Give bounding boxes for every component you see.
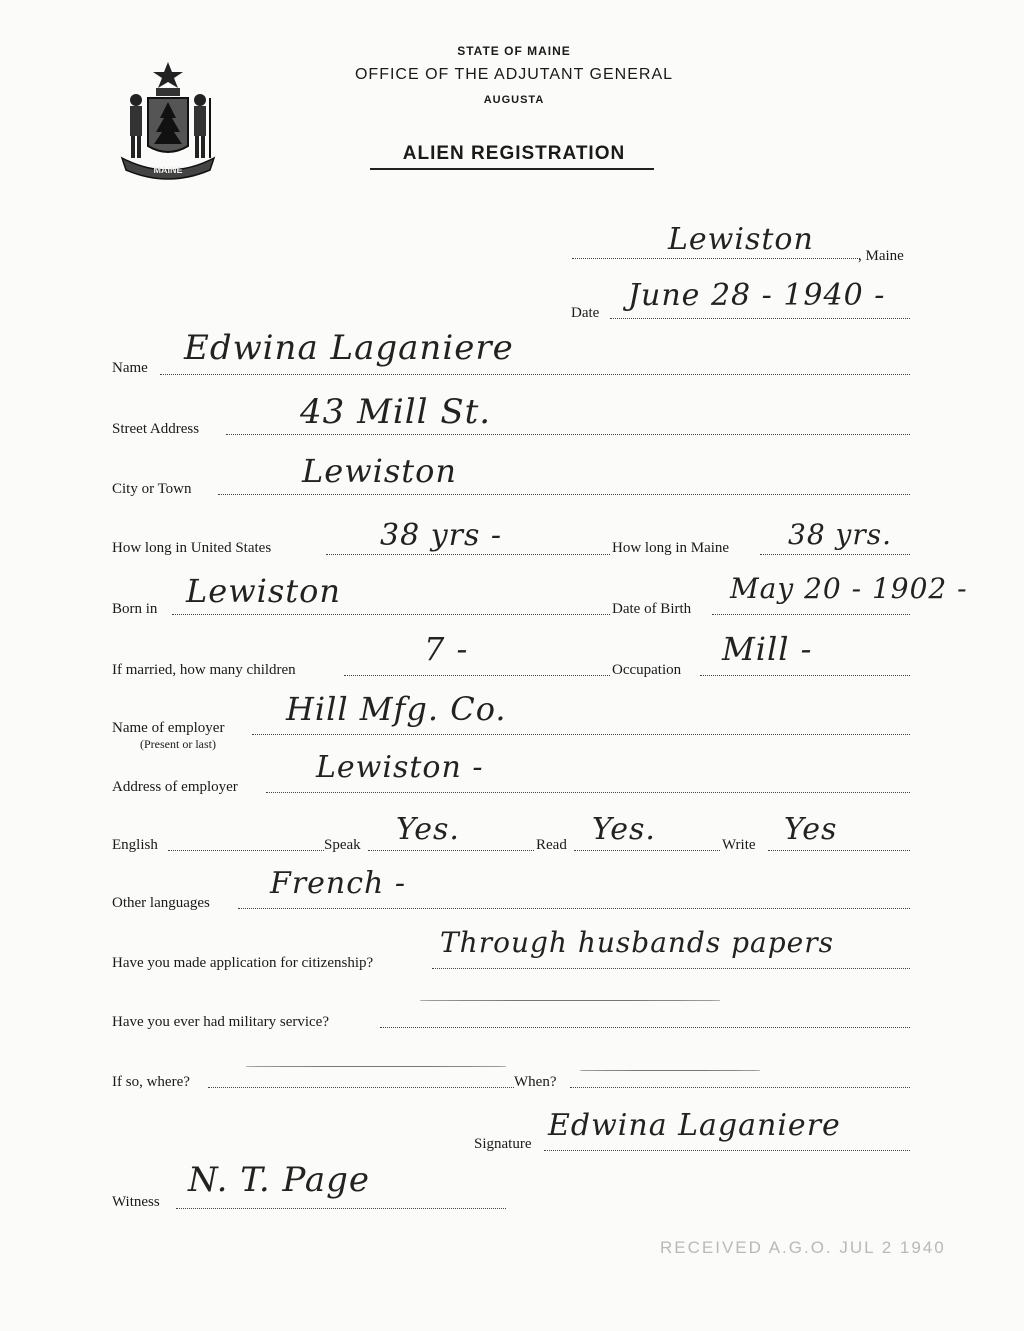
write-line — [768, 850, 910, 851]
long-maine-line — [760, 554, 910, 555]
street-value: 43 Mill St. — [300, 392, 492, 432]
maine-seal-icon — [112, 58, 224, 180]
witness-value: N. T. Page — [188, 1160, 370, 1200]
witness-line — [176, 1208, 506, 1209]
born-label: Born in — [112, 601, 158, 617]
form-title: ALIEN REGISTRATION — [402, 143, 626, 164]
date-line — [610, 318, 910, 319]
married-line — [344, 675, 610, 676]
where-label: If so, where? — [112, 1074, 190, 1090]
employer-addr-value: Lewiston - — [316, 750, 484, 785]
when-label: When? — [514, 1074, 557, 1090]
name-line — [160, 374, 910, 375]
town-value: Lewiston — [668, 222, 814, 257]
military-blank-stroke — [420, 1000, 720, 1001]
where-blank-stroke — [246, 1066, 506, 1067]
employer-note: (Present or last) — [140, 737, 216, 751]
born-value: Lewiston — [186, 572, 341, 610]
occupation-label: Occupation — [612, 662, 682, 678]
employer-value: Hill Mfg. Co. — [286, 690, 507, 728]
received-stamp: RECEIVED A.G.O. JUL 2 1940 — [660, 1238, 946, 1257]
header-city: AUGUSTA — [483, 94, 545, 106]
street-label: Street Address — [112, 421, 200, 437]
street-line — [226, 434, 910, 435]
seal-text: MAINE — [153, 165, 183, 175]
english-label: English — [112, 837, 158, 853]
read-value: Yes. — [592, 812, 656, 847]
name-value: Edwina Laganiere — [184, 328, 514, 368]
citizenship-line — [432, 968, 910, 969]
header-state: STATE OF MAINE — [457, 44, 571, 58]
title-underline — [370, 168, 654, 170]
english-line — [168, 850, 324, 851]
long-maine-label: How long in Maine — [612, 540, 730, 556]
city-label: City or Town — [112, 481, 192, 497]
name-label: Name — [112, 360, 148, 376]
date-label: Date — [571, 305, 600, 321]
employer-addr-label: Address of employer — [112, 779, 238, 795]
military-line — [380, 1027, 910, 1028]
employer-line — [252, 734, 910, 735]
town-line — [572, 258, 860, 259]
employer-addr-line — [266, 792, 910, 793]
signature-label: Signature — [474, 1136, 532, 1152]
date-value: June 28 - 1940 - — [628, 278, 886, 313]
write-label: Write — [722, 837, 756, 853]
married-label: If married, how many children — [112, 662, 296, 678]
other-lang-value: French - — [270, 866, 407, 901]
long-us-label: How long in United States — [112, 540, 272, 556]
born-line — [172, 614, 610, 615]
military-label: Have you ever had military service? — [112, 1014, 329, 1030]
header-office: OFFICE OF THE ADJUTANT GENERAL — [354, 66, 674, 83]
write-value: Yes — [784, 812, 838, 847]
signature-line — [544, 1150, 910, 1151]
dob-line — [712, 614, 910, 615]
signature-value: Edwina Laganiere — [548, 1108, 841, 1143]
dob-value: May 20 - 1902 - — [730, 572, 968, 605]
citizenship-label: Have you made application for citizenship? — [112, 955, 374, 971]
citizenship-value: Through husbands papers — [440, 926, 834, 959]
speak-label: Speak — [324, 837, 361, 853]
long-maine-value: 38 yrs. — [788, 518, 893, 551]
witness-label: Witness — [112, 1194, 160, 1210]
speak-value: Yes. — [396, 812, 460, 847]
children-value: 7 - — [424, 630, 469, 668]
city-value: Lewiston — [302, 452, 457, 490]
city-line — [218, 494, 910, 495]
when-blank-stroke — [580, 1070, 760, 1071]
when-line — [570, 1087, 910, 1088]
maine-label: , Maine — [858, 248, 904, 264]
employer-label: Name of employer — [112, 720, 225, 736]
speak-line — [368, 850, 534, 851]
long-us-line — [326, 554, 610, 555]
dob-label: Date of Birth — [612, 601, 692, 617]
read-line — [574, 850, 720, 851]
occupation-line — [700, 675, 910, 676]
read-label: Read — [536, 837, 567, 853]
occupation-value: Mill - — [722, 630, 813, 668]
other-lang-line — [238, 908, 910, 909]
where-line — [208, 1087, 514, 1088]
other-lang-label: Other languages — [112, 895, 210, 911]
long-us-value: 38 yrs - — [380, 518, 503, 553]
